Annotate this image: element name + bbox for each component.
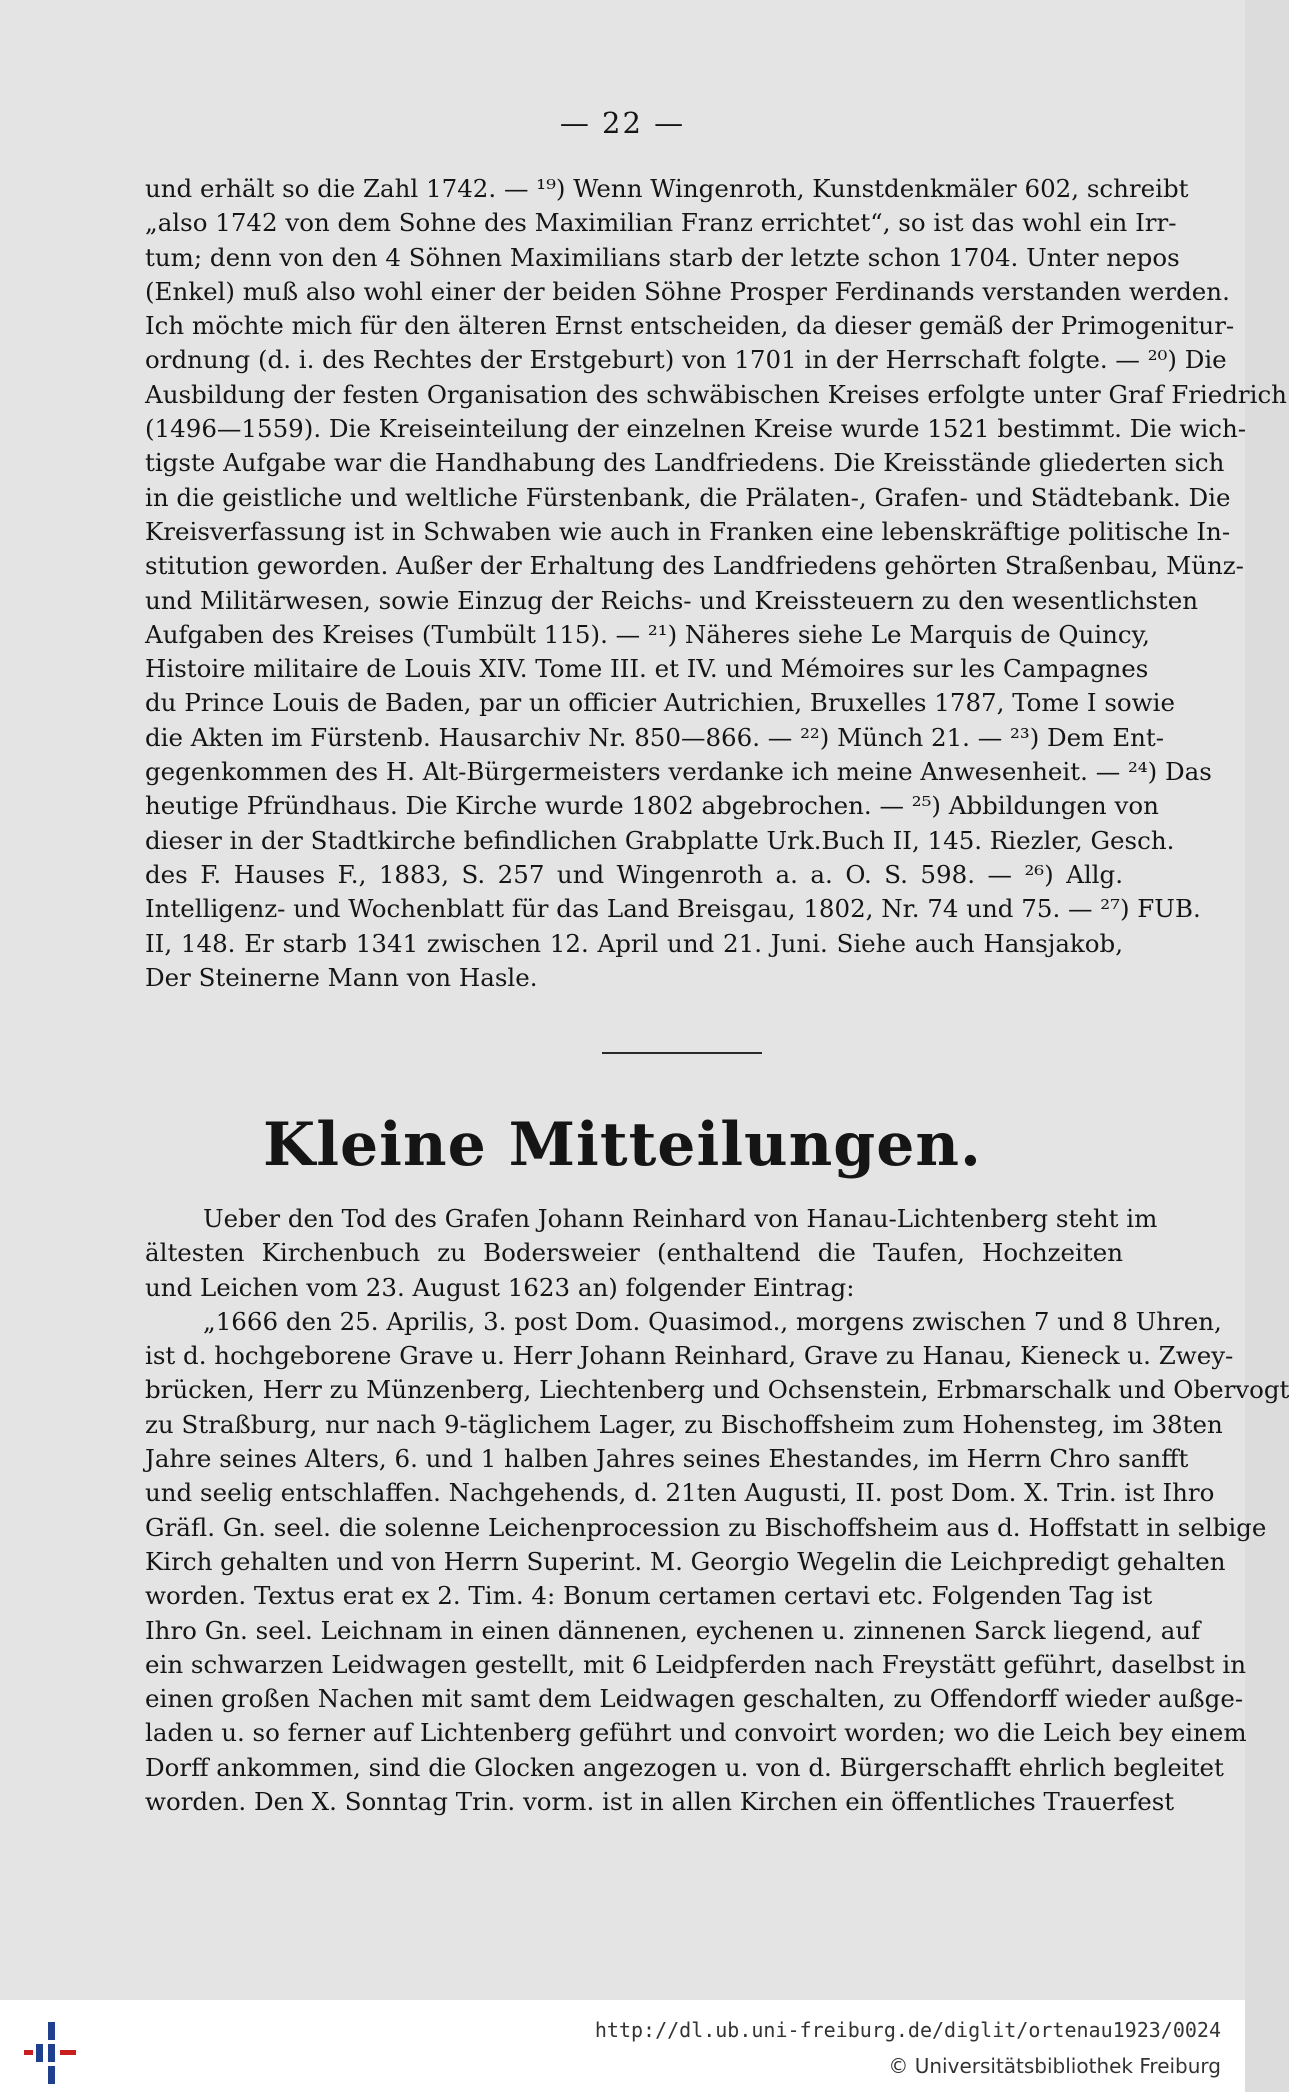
text-line: dieser in der Stadtkirche befindlichen Grabplatte Urk.Buch II, 145. Riezler, Gesch. (145, 825, 1175, 855)
text-line: (1496—1559). Die Kreiseinteilung der einzelnen Kreise wurde 1521 bestimmt. Die wich- (145, 414, 1247, 444)
text-line: heutige Pfründhaus. Die Kirche wurde 1802 abgebrochen. — ²⁵) Abbildungen von (145, 791, 1159, 821)
library-logo-icon (22, 2022, 80, 2084)
section-divider (602, 1052, 762, 1054)
text-line: Aufgaben des Kreises (Tumbült 115). — ²¹) Näheres siehe Le Marquis de Quincy, (145, 619, 1150, 649)
text-line: ein schwarzen Leidwagen gestellt, mit 6 Leidpferden nach Freystätt geführt, daselbst in (145, 1649, 1246, 1679)
text-line: brücken, Herr zu Münzenberg, Liechtenberg und Ochsenstein, Erbmarschalk und Obervogt (145, 1375, 1289, 1405)
text-line: zu Straßburg, nur nach 9-täglichem Lager, zu Bischoffsheim zum Hohensteg, im 38ten (145, 1409, 1223, 1439)
text-line: Der Steinerne Mann von Hasle. (145, 962, 538, 992)
page-number: — 22 — (559, 106, 686, 140)
text-line: Gräfl. Gn. seel. die solenne Leichenprocession zu Bischoffsheim aus d. Hoffstatt in selbige (145, 1512, 1267, 1542)
footnotes-block (145, 172, 1287, 995)
text-line: du Prince Louis de Baden, par un officier Autrichien, Bruxelles 1787, Tome I sowie (145, 688, 1175, 718)
text-line: die Akten im Fürstenb. Hausarchiv Nr. 850—866. — ²²) Münch 21. — ²³) Dem Ent- (145, 722, 1164, 752)
text-line: Jahre seines Alters, 6. und 1 halben Jahres seines Ehestandes, im Herrn Chro sanfft (145, 1444, 1189, 1474)
text-line: und seelig entschlaffen. Nachgehends, d. 21ten Augusti, II. post Dom. X. Trin. ist Ihro (145, 1478, 1215, 1508)
text-line: „also 1742 von dem Sohne des Maximilian Franz errichtet“, so ist das wohl ein Irr- (145, 208, 1177, 238)
text-line: tigste Aufgabe war die Handhabung des Landfriedens. Die Kreisstände gliederten sich (145, 448, 1225, 478)
text-line: ältesten Kirchenbuch zu Bodersweier (enthaltend die Taufen, Hochzeiten (145, 1238, 1123, 1268)
text-line: ordnung (d. i. des Rechtes der Erstgeburt) von 1701 in der Herrschaft folgte. — ²⁰) Die (145, 345, 1227, 375)
text-line: worden. Textus erat ex 2. Tim. 4: Bonum certamen certavi etc. Folgenden Tag ist (145, 1581, 1153, 1611)
text-line: Histoire militaire de Louis XIV. Tome III. et IV. und Mémoires sur les Campagnes (145, 654, 1149, 684)
text-line: laden u. so ferner auf Lichtenberg geführt und convoirt worden; wo die Leich bey einem (145, 1718, 1247, 1748)
copyright-notice: © Universitätsbibliothek Freiburg (888, 2054, 1221, 2078)
text-line: Ueber den Tod des Grafen Johann Reinhard von Hanau-Lichtenberg steht im (203, 1204, 1158, 1233)
text-line: und Militärwesen, sowie Einzug der Reichs- und Kreissteuern zu den wesentlichsten (145, 585, 1199, 615)
text-line: einen großen Nachen mit samt dem Leidwagen geschalten, zu Offendorff wieder außge- (145, 1684, 1244, 1714)
text-line: „1666 den 25. Aprilis, 3. post Dom. Quasimod., morgens zwischen 7 und 8 Uhren, (203, 1306, 1222, 1336)
text-line: worden. Den X. Sonntag Trin. vorm. ist in allen Kirchen ein öffentliches Trauerfest (145, 1787, 1175, 1817)
text-line: und Leichen vom 23. August 1623 an) folgender Eintrag: (145, 1272, 855, 1302)
text-line: stitution geworden. Außer der Erhaltung des Landfriedens gehörten Straßenbau, Münz- (145, 551, 1244, 581)
section-heading: Kleine Mitteilungen. (263, 1110, 982, 1180)
text-line: Ihro Gn. seel. Leichnam in einen dännenen, eychenen u. zinnenen Sarck liegend, auf (145, 1615, 1201, 1645)
text-line: gegenkommen des H. Alt-Bürgermeisters verdanke ich meine Anwesenheit. — ²⁴) Das (145, 757, 1212, 787)
text-line: Ich möchte mich für den älteren Ernst entscheiden, da dieser gemäß der Primogenitur- (145, 311, 1235, 341)
text-line: Kirch gehalten und von Herrn Superint. M. Georgio Wegelin die Leichpredigt gehalten (145, 1546, 1226, 1576)
text-line: (Enkel) muß also wohl einer der beiden Söhne Prosper Ferdinands verstanden werden. (145, 276, 1230, 306)
source-url[interactable]: http://dl.ub.uni-freiburg.de/diglit/ortenau1923/0024 (594, 2018, 1221, 2042)
text-line: und erhält so die Zahl 1742. — ¹⁹) Wenn Wingenroth, Kunstdenkmäler 602, schreibt (145, 174, 1189, 203)
text-line: tum; denn von den 4 Söhnen Maximilians starb der letzte schon 1704. Unter nepos (145, 242, 1180, 272)
text-line: Kreisverfassung ist in Schwaben wie auch in Franken eine lebenskräftige politische In- (145, 516, 1231, 546)
text-line: II, 148. Er starb 1341 zwischen 12. April und 21. Juni. Siehe auch Hansjakob, (145, 928, 1123, 958)
text-line: ist d. hochgeborene Grave u. Herr Johann Reinhard, Grave zu Hanau, Kieneck u. Zwey- (145, 1341, 1234, 1371)
text-line: Dorff ankommen, sind die Glocken angezogen u. von d. Bürgerschafft ehrlich begleitet (145, 1752, 1224, 1782)
article-block (145, 1202, 1289, 1819)
text-line: Ausbildung der festen Organisation des schwäbischen Kreises erfolgte unter Graf Friedrich (145, 379, 1287, 409)
text-line: des F. Hauses F., 1883, S. 257 und Wingenroth a. a. O. S. 598. — ²⁶) Allg. (145, 859, 1123, 889)
text-line: in die geistliche und weltliche Fürstenbank, die Prälaten-, Grafen- und Städtebank. Die (145, 482, 1231, 512)
text-line: Intelligenz- und Wochenblatt für das Land Breisgau, 1802, Nr. 74 und 75. — ²⁷) FUB. (145, 894, 1201, 924)
footer-bar (0, 2000, 1245, 2092)
